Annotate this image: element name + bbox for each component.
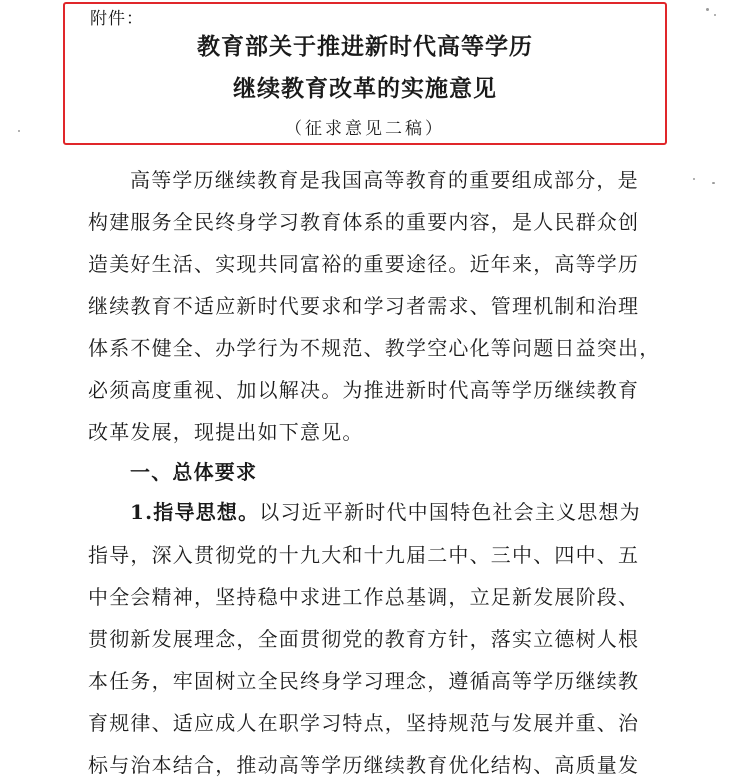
scan-speck [714,14,716,16]
paragraph-line: 标与治本结合，推动高等学历继续教育优化结构、高质量发 [88,753,640,777]
paragraph-line: 造美好生活、实现共同富裕的重要途径。近年来，高等学历 [88,252,640,276]
scan-speck [18,130,20,132]
paragraph-line: 贯彻新发展理念，全面贯彻党的教育方针，落实立德树人根 [88,627,640,651]
paragraph-line: 高等学历继续教育是我国高等教育的重要组成部分，是 [130,168,639,192]
paragraph-line: 构建服务全民终身学习教育体系的重要内容，是人民群众创 [88,210,640,234]
item-label: 1.指导思想。 [130,500,260,524]
document-subtitle: （征求意见二稿） [285,119,445,139]
paragraph-line: 改革发展，现提出如下意见。 [88,420,364,444]
scan-speck [693,178,695,180]
item-first-line-text: 以习近平新时代中国特色社会主义思想为 [259,500,641,524]
section-heading: 一、总体要求 [130,460,258,484]
paragraph-line: 指导，深入贯彻党的十九大和十九届二中、三中、四中、五 [88,543,640,567]
paragraph-line: 中全会精神，坚持稳中求进工作总基调，立足新发展阶段、 [88,585,640,609]
document-title-line-1: 教育部关于推进新时代高等学历 [197,33,533,60]
item-first-line [88,500,658,524]
paragraph-line: 体系不健全、办学行为不规范、教学空心化等问题日益突出， [88,336,661,360]
paragraph-line: 本任务，牢固树立全民终身学习理念，遵循高等学历继续教 [88,669,640,693]
scan-speck [706,8,709,11]
paragraph-line: 育规律、适应成人在职学习特点，坚持规范与发展并重、治 [88,711,640,735]
attachment-label: 附件： [90,9,144,29]
document-title-line-2: 继续教育改革的实施意见 [233,75,497,102]
scan-speck [712,182,715,184]
paragraph-line: 继续教育不适应新时代要求和学习者需求、管理机制和治理 [88,294,640,318]
paragraph-line: 必须高度重视、加以解决。为推进新时代高等学历继续教育 [88,378,640,402]
